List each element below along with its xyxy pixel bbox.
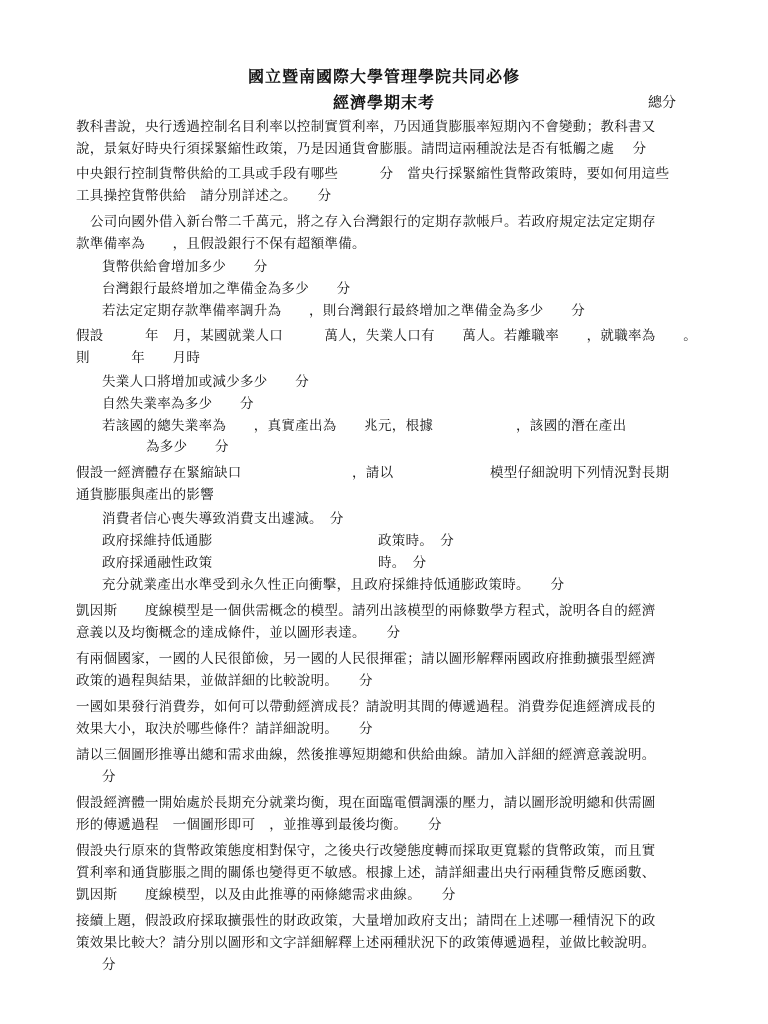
exam-title: 經濟學期末考	[332, 93, 435, 112]
question-4-item-1: 失業人口將增加或減少多少 分	[102, 374, 309, 390]
question-6-line-1: 凱因斯 度線模型是一個供需概念的模型。請列出該模型的兩條數學方程式，說明各自的經濟	[76, 603, 656, 619]
question-12-line-3: 分	[102, 957, 116, 973]
question-7-line-2: 政策的過程與結果，並做詳細的比較說明。 分	[76, 673, 373, 689]
question-10-line-1: 假設經濟體一開始處於長期充分就業均衡，現在面臨電價調漲的壓力，請以圖形說明總和供需圖	[76, 795, 656, 811]
question-8-line-1: 一國如果發行消費券，如何可以帶動經濟成長？請說明其間的傳遞過程。消費券促進經濟成長的	[76, 699, 656, 715]
question-4-item-2: 自然失業率為多少 分	[102, 396, 254, 412]
question-11-line-2: 質利率和通貨膨脹之間的關係也變得更不敏感。根據上述，請詳細畫出央行兩種貨幣反應函數、	[76, 865, 656, 881]
question-9-line-2: 分	[102, 769, 116, 785]
question-3-stem-line-2: 款準備率為 ，且假設銀行不保有超額準備。	[76, 236, 366, 252]
question-3-stem-line-1: 公司向國外借入新台幣二千萬元，將之存入台灣銀行的定期存款帳戶。若政府規定法定定期存	[90, 214, 656, 230]
question-12-line-1: 接續上題，假設政府採取擴張性的財政政策，大量增加政府支出；請問在上述哪一種情況下的政	[76, 913, 656, 929]
question-12-line-2: 策效果比較大？請分別以圖形和文字詳細解釋上述兩種狀況下的政策傳遞過程，並做比較說明。	[76, 935, 656, 951]
question-3-item-3: 若法定定期存款準備率調升為 ，則台灣銀行最終增加之準備金為多少 分	[102, 303, 585, 319]
question-2-line-1: 中央銀行控制貨幣供給的工具或手段有哪些 分 當央行採緊縮性貨幣政策時，要如何用這些	[76, 166, 670, 182]
question-3-item-1: 貨幣供給會增加多少 分	[102, 259, 268, 275]
question-7-line-1: 有兩個國家，一國的人民很節儉，另一國的人民很揮霍；請以圖形解釋兩國政府推動擴張型經濟	[76, 651, 656, 667]
question-5-stem-line-2: 通貨膨脹與產出的影響	[76, 487, 214, 503]
question-6-line-2: 意義以及均衡概念的達成條件，並以圖形表達。 分	[76, 625, 401, 641]
question-9-line-1: 請以三個圖形推導出總和需求曲線，然後推導短期總和供給曲線。請加入詳細的經濟意義說明。	[76, 747, 656, 763]
question-1-line-1: 教科書說，央行透過控制名目利率以控制實質利率，乃因通貨膨脹率短期內不會變動；教科書又	[76, 119, 656, 135]
question-4-stem-line-1: 假設 年 月，某國就業人口 萬人，失業人口有 萬人。若離職率 ，就職率為 。	[76, 328, 697, 344]
question-2-line-2: 工具操控貨幣供給 請分別詳述之。 分	[76, 188, 332, 204]
question-3-item-2: 台灣銀行最終增加之準備金為多少 分	[102, 281, 351, 297]
question-4-item-3: 若該國的總失業率為 ，真實產出為 兆元，根據 ，該國的潛在產出	[102, 418, 627, 434]
question-11-line-3: 凱因斯 度線模型，以及由此推導的兩條總需求曲線。 分	[76, 887, 456, 903]
question-5-item-4: 充分就業產出水準受到永久性正向衝擊，且政府採維持低通膨政策時。 分	[102, 577, 565, 593]
question-5-item-3: 政府採通融性政策 時。 分	[102, 555, 427, 571]
question-1-line-2: 說，景氣好時央行須採緊縮性政策，乃是因通貨會膨脹。請問這兩種說法是否有牴觸之處 分	[76, 141, 647, 157]
question-11-line-1: 假設央行原來的貨幣政策態度相對保守，之後央行改變態度轉而採取更寬鬆的貨幣政策，而且實	[76, 843, 656, 859]
school-title: 國立暨南國際大學管理學院共同必修	[247, 67, 520, 86]
question-5-item-2: 政府採維持低通膨 政策時。 分	[102, 533, 455, 549]
question-10-line-2: 形的傳遞過程 一個圖形即可 ，並推導到最後均衡。 分	[76, 817, 442, 833]
question-5-stem-line-1: 假設一經濟體存在緊縮缺口 ，請以 模型仔細說明下列情況對長期	[76, 465, 670, 481]
question-5-item-1: 消費者信心喪失導致消費支出遽減。 分	[102, 511, 344, 527]
question-4-item-3-cont: 為多少 分	[146, 439, 229, 455]
total-score-label: 總分	[648, 95, 676, 111]
question-8-line-2: 效果大小，取決於哪些條件？請詳細說明。 分	[76, 721, 373, 737]
question-4-stem-line-2: 則 年 月時	[76, 350, 201, 366]
